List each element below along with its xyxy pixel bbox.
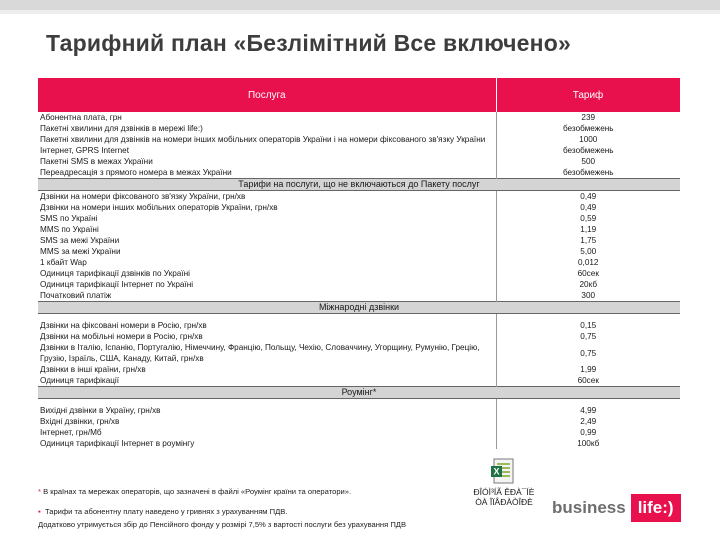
section-header-row [38, 302, 680, 314]
service-cell: SMS за межі України [38, 235, 496, 246]
section-title: Тарифи на послуги, що не включаються до Пакету послуг [38, 179, 680, 191]
tariff-cell: 1,75 [580, 236, 597, 245]
vat-note-text: Тарифи та абонентну плату наведено у гривнях з урахуванням ПДВ. [44, 507, 288, 516]
tariff-cell: 0,012 [578, 258, 599, 267]
table-row [38, 290, 680, 302]
tariff-cell: 0,49 [580, 192, 597, 201]
logo-business-text: business [552, 498, 626, 517]
service-cell: Вихідні дзвінки в Україну, грн/хв [38, 405, 496, 416]
table-row [38, 268, 680, 279]
tariff-cell: безобмежень [562, 124, 614, 133]
tariff-cell: 300 [581, 291, 596, 300]
table-row [38, 123, 680, 134]
excel-file-icon[interactable] [491, 458, 515, 484]
tariff-cell: безобмежень [562, 168, 614, 177]
service-cell: Початковий платіж [38, 290, 496, 302]
table-row [38, 156, 680, 167]
table-row [38, 145, 680, 156]
table-row [38, 167, 680, 179]
tariff-cell: 1000 [579, 135, 598, 144]
tariff-cell: 0,75 [580, 348, 597, 358]
service-cell: Пакетні SMS в межах України [38, 156, 496, 167]
bullet-icon: ▪ [38, 507, 41, 516]
table-row [38, 427, 680, 438]
service-cell: Одиниця тарифікації Інтернет по Україні [38, 279, 496, 290]
tariff-cell: 0,75 [580, 332, 597, 341]
service-cell: 1 кбайт Wap [38, 257, 496, 268]
tariff-cell: 500 [581, 157, 596, 166]
table-row [38, 342, 680, 364]
embedded-doc-line2: ÒÀ ÎÏÅÐÀÒÎÐÈ [475, 497, 533, 507]
service-cell: MMS по Україні [38, 224, 496, 235]
service-cell: Дзвінки на номери інших мобільних операторів України, грн/хв [38, 202, 496, 213]
table-row [38, 112, 680, 123]
tariff-cell: 20кб [579, 280, 598, 289]
service-cell: Інтернет, грн/Мб [38, 427, 496, 438]
tariff-cell: 60сек [577, 376, 599, 385]
footnote-marker: * [38, 487, 41, 496]
tariff-cell: 5,00 [580, 247, 597, 256]
table-row [38, 331, 680, 342]
header-tariff: Тариф [496, 78, 680, 112]
tariff-cell: 2,49 [580, 417, 597, 426]
table-row [38, 224, 680, 235]
top-decor-bar-light [0, 10, 720, 14]
service-cell: Одиниця тарифікації [38, 375, 496, 387]
tariff-cell: 0,49 [580, 203, 597, 212]
service-cell: Абонентна плата, грн [38, 112, 496, 123]
table-row [38, 364, 680, 375]
service-cell: Дзвінки на мобільні номери в Росію, грн/хв [38, 331, 496, 342]
logo-life-text: life:) [631, 494, 681, 522]
top-decor-bar [0, 0, 720, 10]
service-cell: Дзвінки в інші країни, грн/хв [38, 364, 496, 375]
section-header-row [38, 387, 680, 399]
embedded-doc-line1: ÐÎÓÌ³ÍÃ ÊÐÀ¯ÍÈ [473, 487, 535, 497]
pension-note: Додатково утримується збір до Пенсійного фонду у розмірі 7,5% з вартості послуги без урахування ПДВ [38, 520, 407, 529]
table-row [38, 416, 680, 427]
table-row [38, 438, 680, 449]
service-cell: Дзвінки на фіксовані номери в Росію, грн/хв [38, 320, 496, 331]
svg-text:X: X [493, 466, 500, 477]
tariff-cell: 1,19 [580, 225, 597, 234]
table-row [38, 202, 680, 213]
tariff-cell: 4,99 [580, 406, 597, 415]
tariff-cell: 239 [581, 113, 596, 122]
tariff-cell: 60сек [577, 269, 599, 278]
service-cell: Пакетні хвилини для дзвінків в мережі life:) [38, 123, 496, 134]
service-cell: Переадресація з прямого номера в межах України [38, 167, 496, 179]
table-row [38, 405, 680, 416]
table-row [38, 246, 680, 257]
table-row [38, 213, 680, 224]
service-cell: Інтернет, GPRS Internet [38, 145, 496, 156]
service-cell: Одиниця тарифікації Інтернет в роумінгу [38, 438, 496, 449]
service-cell: SMS по Україні [38, 213, 496, 224]
section-title: Роумінг* [38, 387, 680, 399]
table-row [38, 279, 680, 290]
service-cell: Одиниця тарифікації дзвінків по Україні [38, 268, 496, 279]
section-title: Міжнародні дзвінки [38, 302, 680, 314]
vat-note [38, 507, 287, 516]
table-row [38, 235, 680, 246]
tariff-table [38, 78, 681, 449]
service-cell: Дзвінки в Італію, Іспанію, Португалію, Німеччину, Францію, Польщу, Чехію, Словаччину, Угорщину, Румунію, Грецію, Грузію, Ізраїль, США, Канаду, Китай, грн/хв [38, 342, 496, 364]
table-row [38, 257, 680, 268]
business-life-logo [552, 493, 681, 523]
roaming-footnote [38, 487, 351, 496]
tariff-cell: 0,59 [580, 214, 597, 223]
table-body [38, 112, 680, 449]
table-row [38, 320, 680, 331]
roaming-footnote-text: В країнах та мережах операторів, що зазначені в файлі «Роумінг країни та оператори». [43, 487, 352, 496]
service-cell: Вхідні дзвінки, грн/хв [38, 416, 496, 427]
table-row [38, 375, 680, 387]
tariff-cell: 1,99 [580, 365, 597, 374]
page-title: Тарифний план «Безлімітний Все включено» [46, 30, 571, 56]
tariff-cell: безобмежень [562, 146, 614, 155]
tariff-cell: 0,99 [580, 428, 597, 437]
section-header-row [38, 179, 680, 191]
table-row [38, 134, 680, 145]
service-cell: Дзвінки на номери фіксованого зв'язку України, грн/хв [38, 191, 496, 203]
service-cell: MMS за межі України [38, 246, 496, 257]
tariff-cell: 0,15 [580, 321, 597, 330]
service-cell: Пакетні хвилини для дзвінків на номери інших мобільних операторів України і на номери фіксованого зв'язку України [38, 134, 496, 145]
tariff-cell: 100кб [577, 439, 600, 448]
embedded-doc-label[interactable] [466, 487, 542, 507]
table-row [38, 191, 680, 203]
header-service: Послуга [38, 78, 496, 112]
